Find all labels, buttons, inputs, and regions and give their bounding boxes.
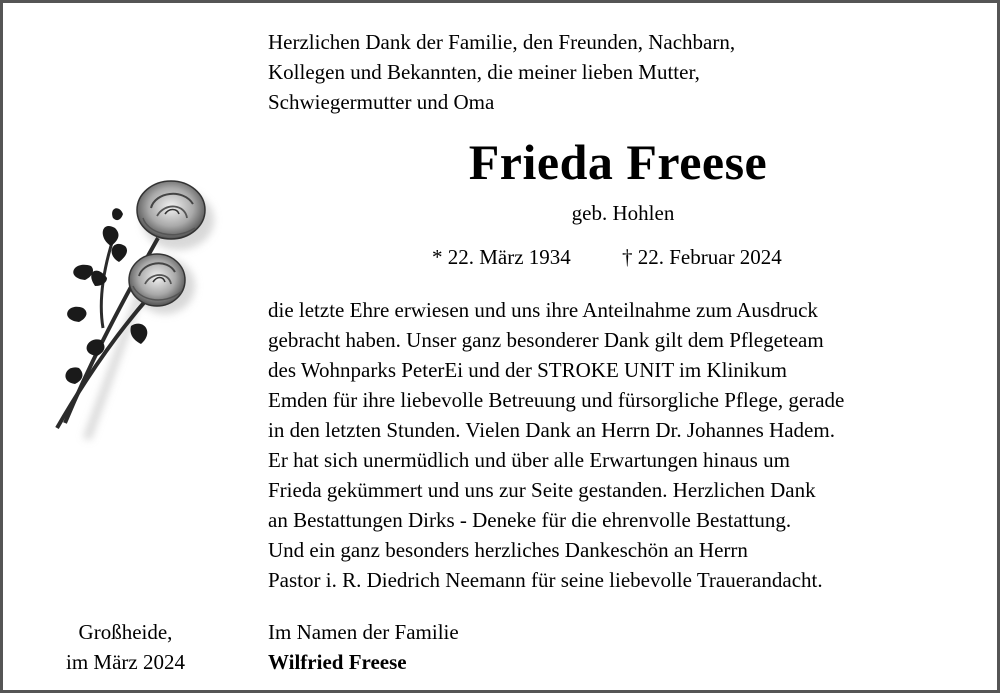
signer-name: Wilfried Freese — [268, 650, 407, 674]
deceased-name: Frieda Freese — [468, 134, 768, 190]
birth-date: * 22. März 1934 — [432, 245, 571, 269]
place-month: im März 2024 — [66, 650, 185, 674]
intro-text — [268, 27, 968, 117]
body-line: in den letzten Stunden. Vielen Dank an Herrn Dr. Johannes Hadem. — [268, 418, 835, 442]
signature-block — [268, 617, 668, 677]
thanks-text — [268, 295, 978, 595]
roses-icon — [43, 168, 233, 468]
body-line: gebracht haben. Unser ganz besonderer Dank gilt dem Pflegeteam — [268, 328, 824, 352]
intro-line: Schwiegermutter und Oma — [268, 90, 495, 114]
body-line: Er hat sich unermüdlich und über alle Erwartungen hinaus um — [268, 448, 790, 472]
body-line: an Bestattungen Dirks - Deneke für die ehrenvolle Bestattung. — [268, 508, 792, 532]
body-line: die letzte Ehre erwiesen und uns ihre Anteilnahme zum Ausdruck — [268, 298, 818, 322]
body-line: Emden für ihre liebevolle Betreuung und fürsorgliche Pflege, gerade — [268, 388, 845, 412]
body-line: Frieda gekümmert und uns zur Seite gestanden. Herzlichen Dank — [268, 478, 816, 502]
body-line: Pastor i. R. Diedrich Neemann für seine liebevolle Trauerandacht. — [268, 568, 823, 592]
maiden-name: geb. Hohlen — [571, 201, 675, 225]
signature-prefix: Im Namen der Familie — [268, 620, 459, 644]
body-line: des Wohnparks PeterEi und der STROKE UNIT im Klinikum — [268, 358, 787, 382]
place-date — [43, 617, 208, 677]
body-line: Und ein ganz besonders herzliches Dankeschön an Herrn — [268, 538, 748, 562]
place-city: Großheide, — [78, 620, 173, 644]
death-date: † 22. Februar 2024 — [622, 245, 782, 269]
intro-line: Herzlichen Dank der Familie, den Freunden, Nachbarn, — [268, 30, 736, 54]
intro-line: Kollegen und Bekannten, die meiner lieben Mutter, — [268, 60, 700, 84]
